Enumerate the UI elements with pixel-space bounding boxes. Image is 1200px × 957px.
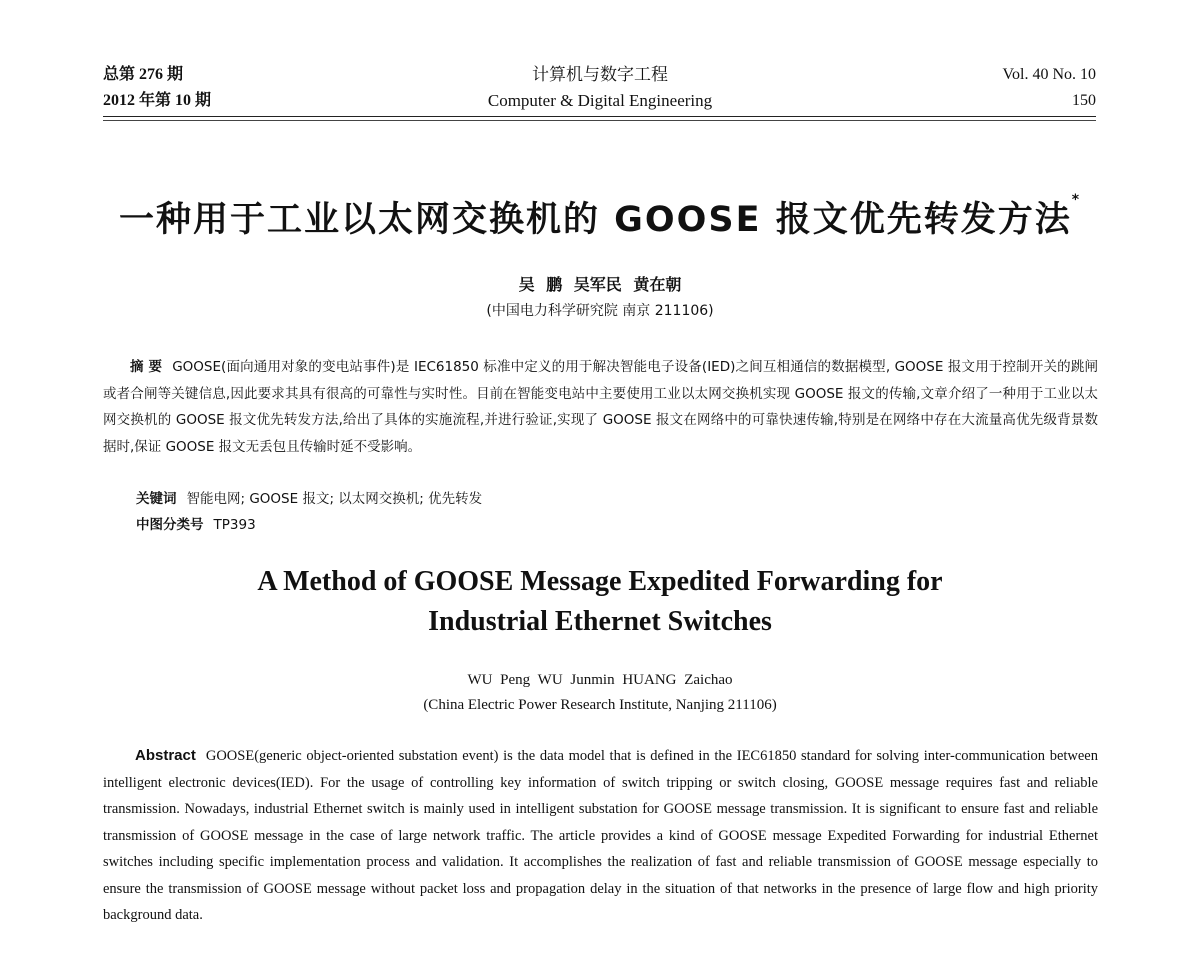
keywords-cn-label: 关键词 (136, 491, 177, 507)
issue-total: 总第 276 期 (103, 66, 184, 83)
title-footnote-mark: * (1071, 192, 1082, 208)
classification-cn (136, 513, 256, 533)
paper-title-en (0, 562, 1200, 642)
classification-cn-text: TP393 (213, 517, 256, 533)
paper-title-cn (0, 192, 1200, 242)
title-en-line-2: Industrial Ethernet Switches (428, 606, 772, 637)
affiliation-cn: (中国电力科学研究院 南京 211106) (486, 303, 714, 319)
abstract-en-text: GOOSE(generic object-oriented substation event) is the data model that is defined in the IEC61850 standard for solving inter-communication between intelligent electronic devices(IED). For the usage of controlling key information of switch tripping or switch closing, GOOSE message requires fast and reliable transmission. Nowadays, industrial Ethernet switch is mainly used in intelligent substation for GOOSE message transmission. It is significant to ensure fast and reliable transmission of GOOSE message in the case of large network traffic. The article provides a kind of GOOSE message Expedited Forwarding for industrial Ethernet switches including specific implementation process and validation. It accomplishes the realization of fast and reliable transmission of GOOSE message especially to ensure the transmission of GOOSE message without packet loss and propagation delay in the situation of that networks in the presence of large flow and high priority background data. (103, 748, 1098, 923)
volume-number: Vol. 40 No. 10 (1002, 66, 1096, 83)
title-en-line-1: A Method of GOOSE Message Expedited Forwarding for (257, 566, 943, 597)
header-rule-thick (103, 116, 1096, 117)
abstract-cn-text: GOOSE(面向通用对象的变电站事件)是 IEC61850 标准中定义的用于解决智能电子设备(IED)之间互相通信的数据模型, GOOSE 报文用于控制开关的跳闸或者合闸等关键信息,因此要求其具有很高的可靠性与实时性。目前在智能变电站中主要使用工业以太网交换机实现 GOOSE 报文的传输,文章介绍了一种用于工业以太网交换机的 GOOSE 报文优先转发方法,给出了具体的实施流程,并进行验证,实现了 GOOSE 报文在网络中的可靠快速传输,特别是在网络中存在大流量高优先级背景数据时,保证 GOOSE 报文无丢包且传输时延不受影响。 (103, 359, 1099, 455)
header-rule-thin (103, 120, 1096, 121)
classification-cn-label: 中图分类号 (136, 517, 204, 533)
abstract-cn (103, 354, 1098, 460)
issue-number: 2012 年第 10 期 (103, 92, 212, 109)
header-journal (440, 62, 760, 114)
authors-en: WU Peng WU Junmin HUANG Zaichao (467, 672, 733, 688)
affiliation-en: (China Electric Power Research Institute, Nanjing 211106) (423, 697, 777, 713)
abstract-en-label: Abstract (135, 747, 196, 764)
keywords-cn (136, 487, 482, 507)
keywords-cn-text: 智能电网; GOOSE 报文; 以太网交换机; 优先转发 (186, 491, 483, 507)
authors-cn: 吴 鹏 吴军民 黄在朝 (518, 275, 682, 294)
journal-name-cn: 计算机与数字工程 (532, 65, 668, 84)
abstract-en (103, 743, 1098, 929)
abstract-cn-label: 摘 要 (130, 359, 163, 375)
header-volume-info (1003, 62, 1097, 114)
journal-name-en: Computer & Digital Engineering (487, 91, 713, 110)
page-number: 150 (1072, 92, 1096, 109)
title-cn-text: 一种用于工业以太网交换机的 GOOSE 报文优先转发方法 (118, 200, 1072, 240)
header-issue-info (103, 62, 211, 114)
